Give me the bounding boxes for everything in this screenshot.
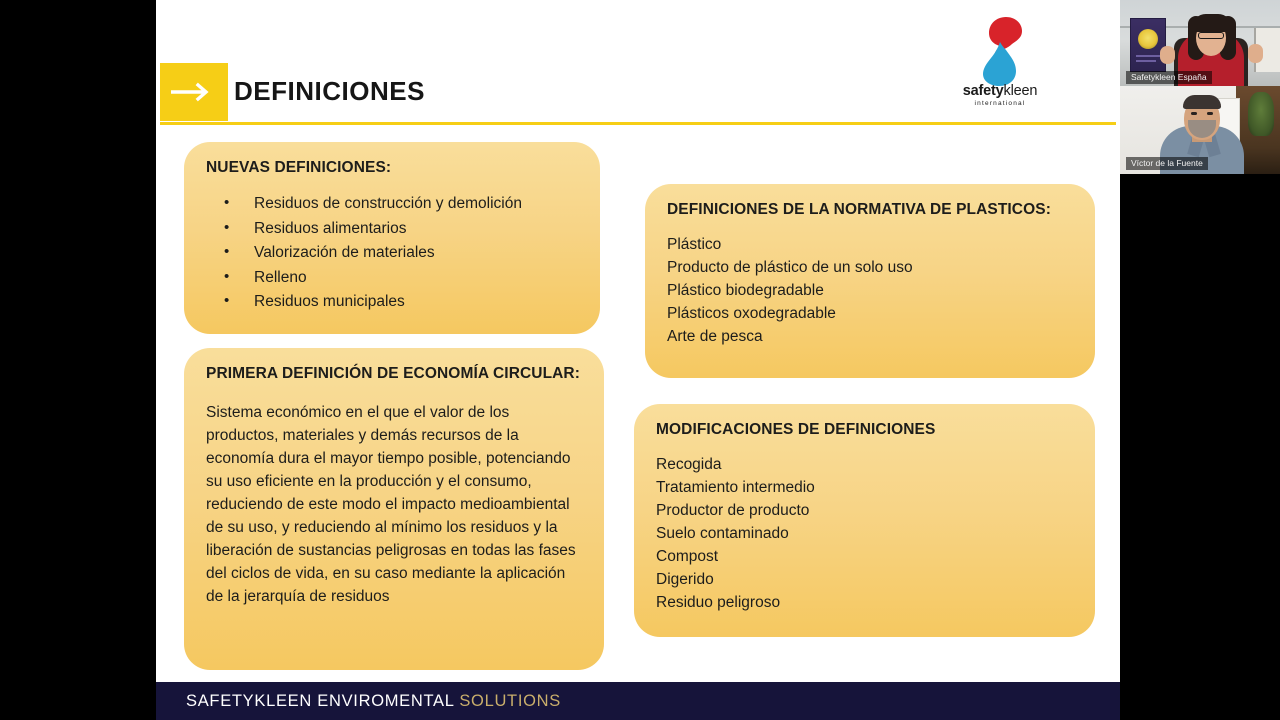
participant-name-label: Safetykleen España (1126, 71, 1212, 84)
footer-main-text: SAFETYKLEEN ENVIROMENTAL (186, 691, 455, 710)
paragraph-text: Sistema económico en el que el valor de los productos, materiales y demás recursos de la economía dura el mayor tiempo posible, potenciando su uso eficiente en la producción y el consumo, reduciendo de este modo el impacto medioambiental de su uso, y reduciendo al mínimo los residuos y la liberación de sustancias peligrosas en todas las fases del ciclos de vida, en su caso mediante la aplicación de la jerarquía de residuos (206, 404, 576, 605)
list-item: Plástico biodegradable (667, 282, 824, 300)
card-title: PRIMERA DEFINICIÓN DE ECONOMÍA CIRCULAR: (206, 365, 580, 382)
bullet-list (206, 192, 578, 314)
list-item: • Residuos alimentarios (206, 217, 578, 241)
poster-decor (1130, 18, 1166, 72)
list-item: Recogida (656, 456, 722, 474)
list-item: Plástico (667, 236, 722, 254)
card-title: NUEVAS DEFINICIONES: (206, 159, 392, 176)
glasses-detail (1198, 32, 1224, 39)
slide-footer (156, 682, 1120, 720)
list-item: • Valorización de materiales (206, 241, 578, 265)
participant-name-label: Víctor de la Fuente (1126, 157, 1208, 170)
list-item: Digerido (656, 571, 714, 589)
list-item: Suelo contaminado (656, 525, 789, 543)
plain-list (656, 454, 1073, 615)
list-item: • Residuos de construcción y demolición (206, 192, 578, 216)
list-item: Residuo peligroso (656, 594, 781, 612)
logo-droplet-mark (952, 14, 1048, 86)
card-paragraph (206, 402, 582, 608)
logo-word: safetykleen (962, 83, 1038, 99)
logo-wordmark (952, 84, 1048, 108)
card-definiciones-normativa-plasticos (645, 184, 1095, 378)
card-primera-definicion-economia-circular (184, 348, 604, 670)
card-nuevas-definiciones (184, 142, 600, 334)
footer-accent-text: SOLUTIONS (459, 691, 561, 710)
list-item: Producto de plástico de un solo uso (667, 259, 913, 277)
presentation-slide (156, 0, 1120, 682)
letterbox-left-bar (0, 0, 156, 720)
card-title: DEFINICIONES DE LA NORMATIVA DE PLASTICOS: (667, 201, 1051, 218)
arrow-right-icon (160, 63, 228, 121)
plant-decor (1248, 92, 1274, 136)
safetykleen-logo (952, 14, 1048, 118)
logo-subtitle: international (974, 100, 1026, 108)
list-item: Productor de producto (656, 502, 810, 520)
card-modificaciones-definiciones (634, 404, 1095, 637)
video-tile-safetykleen-espana[interactable] (1120, 0, 1280, 88)
card-title: MODIFICACIONES DE DEFINICIONES (656, 421, 936, 438)
list-item: Tratamiento intermedio (656, 479, 815, 497)
page-title: DEFINICIONES (234, 76, 425, 106)
slide-header (156, 0, 1120, 128)
list-item: Plásticos oxodegradable (667, 305, 836, 323)
list-item: • Relleno (206, 266, 578, 290)
list-item: Arte de pesca (667, 328, 763, 346)
footer-text (186, 692, 561, 711)
list-item: • Residuos municipales (206, 290, 578, 314)
plain-list (667, 234, 1073, 349)
video-tile-victor-de-la-fuente[interactable] (1120, 86, 1280, 174)
list-item: Compost (656, 548, 719, 566)
header-divider (160, 122, 1116, 125)
